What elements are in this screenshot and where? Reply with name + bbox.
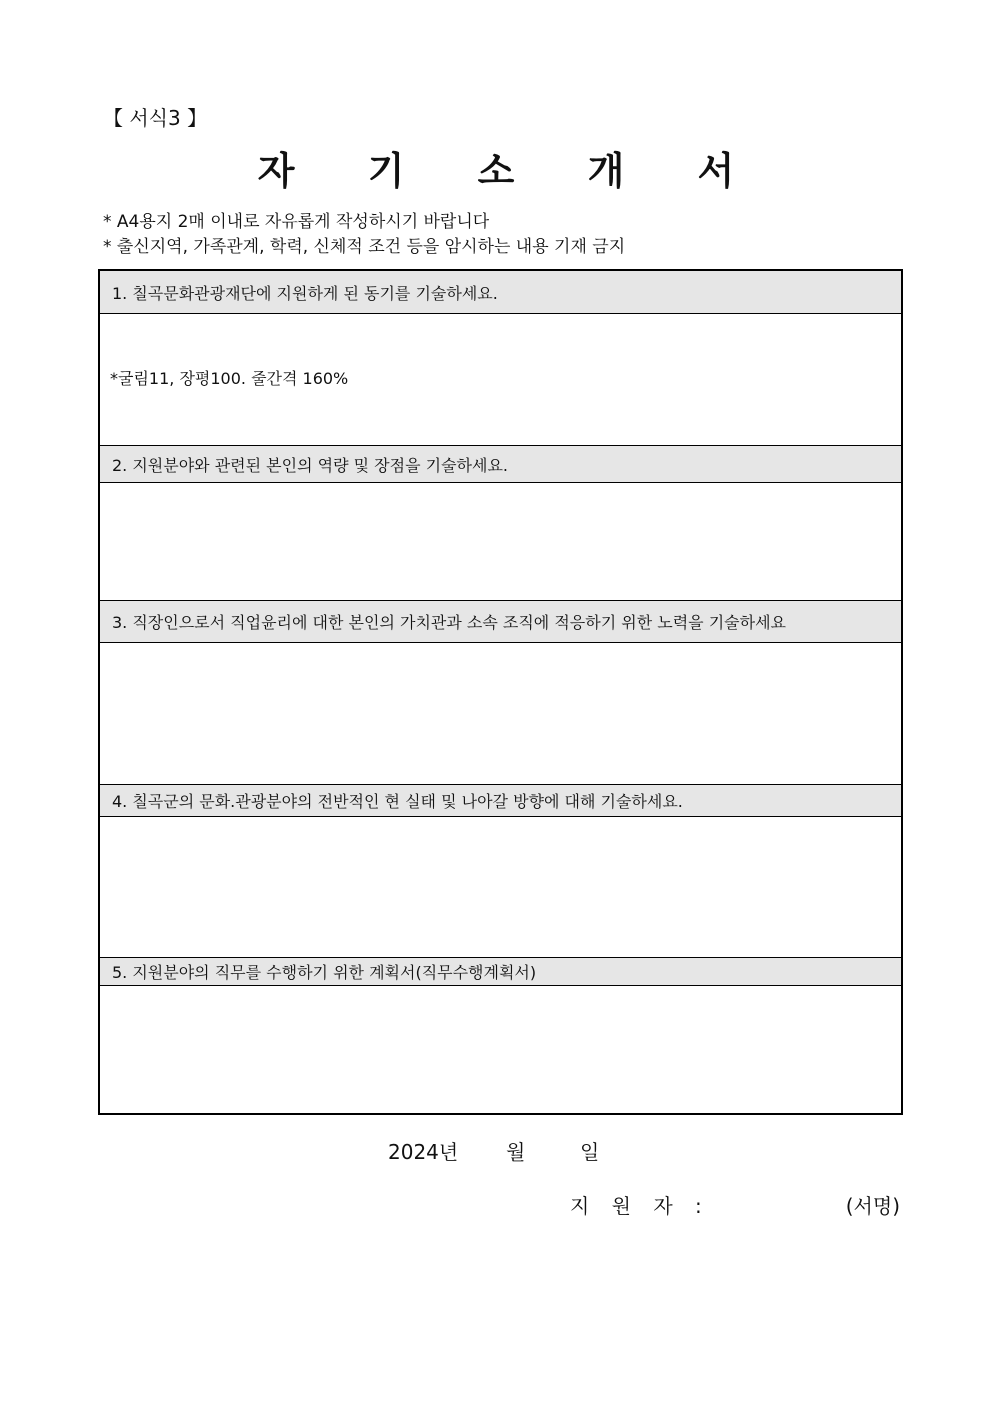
note-length-limit: * A4용지 2매 이내로 자유롭게 작성하시기 바랍니다	[103, 212, 490, 232]
section-5-answer-area[interactable]	[100, 986, 901, 1113]
form-number-label: 【 서식3 】	[103, 106, 208, 130]
document-title: 자 기 소 개 서	[257, 149, 765, 193]
section-3-heading: 3. 직장인으로서 직업윤리에 대한 본인의 가치관과 소속 조직에 적응하기 위한 노력을 기술하세요	[100, 600, 901, 643]
date-year[interactable]: 2024년	[388, 1140, 459, 1164]
date-day[interactable]: 일	[580, 1140, 600, 1164]
section-1-heading: 1. 칠곡문화관광재단에 지원하게 된 동기를 기술하세요.	[100, 271, 901, 314]
date-line	[388, 1136, 599, 1165]
note-prohibited-content: * 출신지역, 가족관계, 학력, 신체적 조건 등을 암시하는 내용 기재 금지	[103, 237, 626, 257]
instruction-notes	[103, 210, 625, 260]
section-2-heading: 2. 지원분야와 관련된 본인의 역량 및 장점을 기술하세요.	[100, 445, 901, 483]
section-4-answer-area[interactable]	[100, 817, 901, 957]
applicant-label: 지 원 자 :	[570, 1194, 710, 1218]
section-2-answer-area[interactable]	[100, 483, 901, 600]
section-3-answer-area[interactable]	[100, 643, 901, 784]
section-1-answer-area[interactable]	[100, 314, 901, 445]
section-1-format-hint: *굴림11, 장평100. 줄간격 160%	[110, 369, 349, 388]
self-introduction-table	[98, 269, 903, 1115]
signature-line	[570, 1190, 900, 1219]
signature-field[interactable]: (서명)	[845, 1194, 900, 1218]
section-4-heading: 4. 칠곡군의 문화.관광분야의 전반적인 현 실태 및 나아갈 방향에 대해 기술하세요.	[100, 784, 901, 817]
section-5-heading: 5. 지원분야의 직무를 수행하기 위한 계획서(직무수행계획서)	[100, 957, 901, 986]
date-month[interactable]: 월	[506, 1140, 526, 1164]
